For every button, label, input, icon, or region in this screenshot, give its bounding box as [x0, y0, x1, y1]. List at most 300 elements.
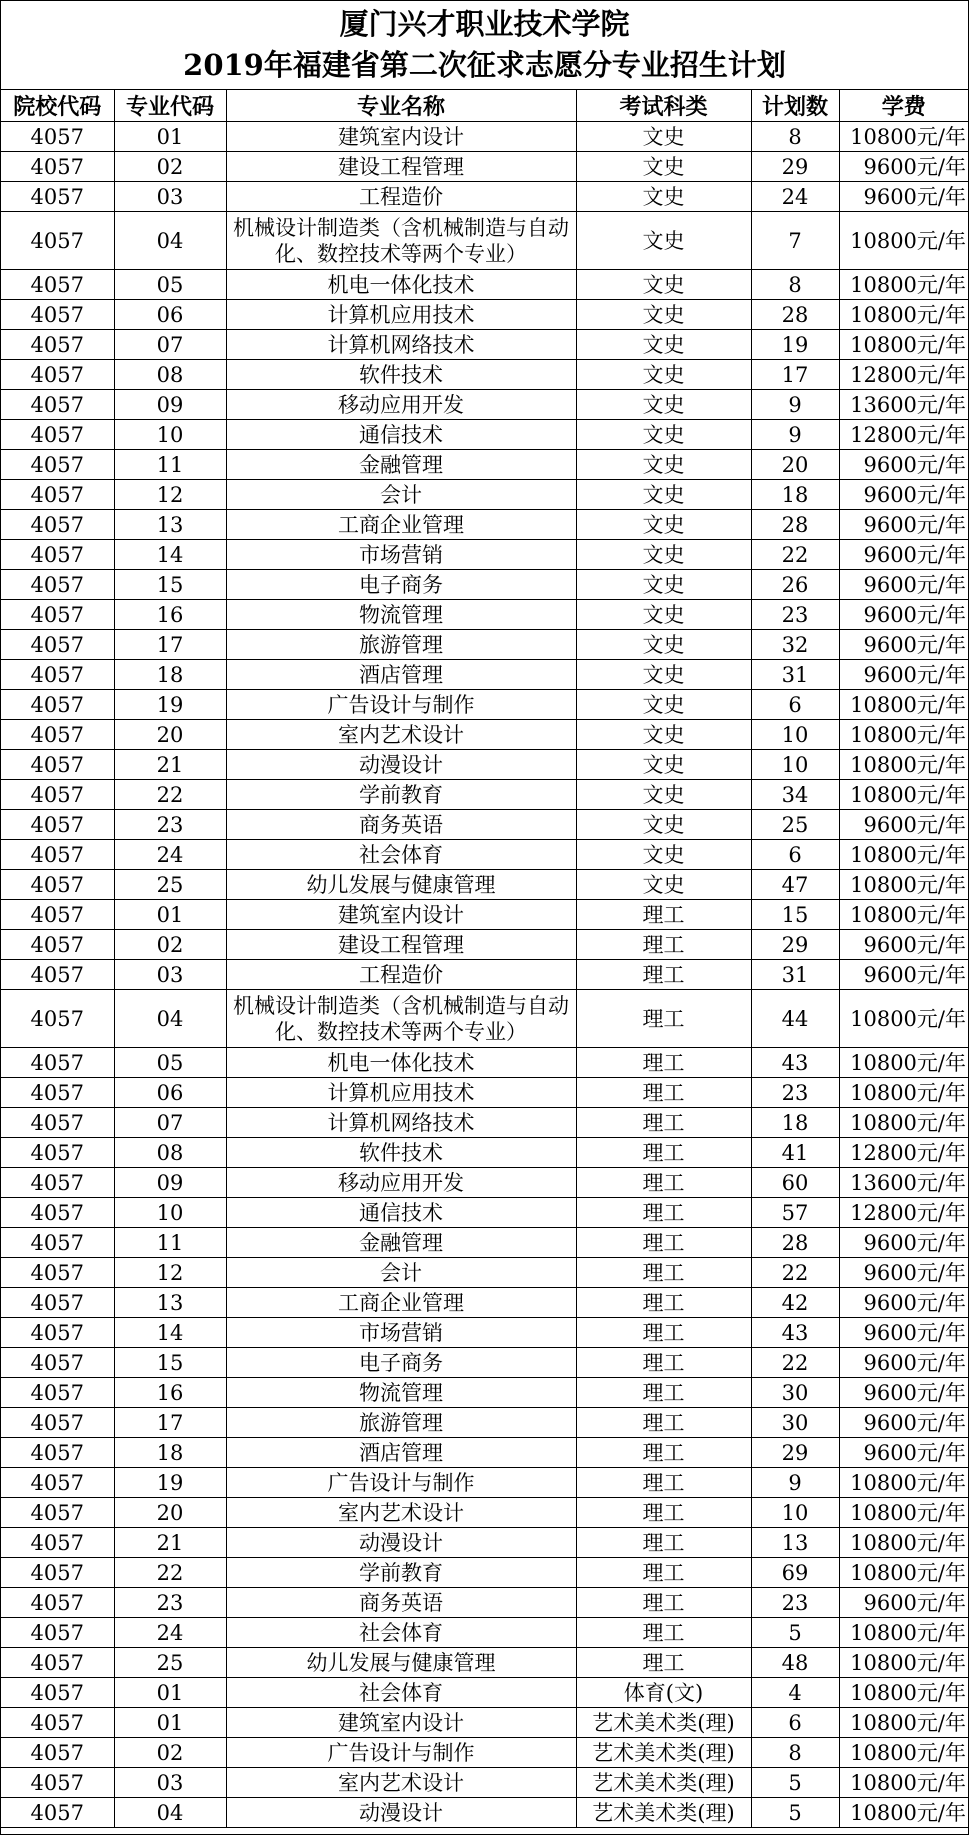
cell-school-code: 4057: [1, 152, 114, 182]
table-row: [1, 690, 968, 720]
cell-tuition: 9600元/年: [839, 1588, 968, 1618]
table-row: [1, 1468, 968, 1498]
cell-plan-count: 22: [751, 540, 839, 570]
table-row: [1, 600, 968, 630]
cell-plan-count: 8: [751, 270, 839, 300]
cell-school-code: 4057: [1, 270, 114, 300]
cell-exam-category: 理工: [576, 1648, 751, 1678]
cell-major-name: 移动应用开发: [226, 1168, 576, 1198]
cell-major-code: 25: [114, 870, 226, 900]
cell-school-code: 4057: [1, 1078, 114, 1108]
header-tuition: 学费: [839, 90, 968, 122]
cell-plan-count: 30: [751, 1378, 839, 1408]
cell-major-name: 工程造价: [226, 960, 576, 990]
cell-school-code: 4057: [1, 1348, 114, 1378]
cell-plan-count: 31: [751, 960, 839, 990]
cell-tuition: 9600元/年: [839, 182, 968, 212]
cell-exam-category: 理工: [576, 900, 751, 930]
cell-major-name: 通信技术: [226, 1198, 576, 1228]
cell-school-code: 4057: [1, 390, 114, 420]
cell-major-name: 室内艺术设计: [226, 1768, 576, 1798]
cell-exam-category: 理工: [576, 1378, 751, 1408]
cell-exam-category: 体育(文): [576, 1678, 751, 1708]
cell-major-name: 物流管理: [226, 1378, 576, 1408]
cell-major-code: 19: [114, 1468, 226, 1498]
cell-school-code: 4057: [1, 900, 114, 930]
cell-exam-category: 文史: [576, 870, 751, 900]
table-row: [1, 930, 968, 960]
cell-tuition: 10800元/年: [839, 990, 968, 1048]
cell-plan-count: 5: [751, 1618, 839, 1648]
cell-major-name: 工商企业管理: [226, 510, 576, 540]
cell-exam-category: 文史: [576, 360, 751, 390]
cell-tuition: 9600元/年: [839, 960, 968, 990]
cell-school-code: 4057: [1, 1618, 114, 1648]
cell-school-code: 4057: [1, 810, 114, 840]
table-row: [1, 1048, 968, 1078]
cell-school-code: 4057: [1, 1408, 114, 1438]
cell-major-name: 建设工程管理: [226, 930, 576, 960]
cell-plan-count: 34: [751, 780, 839, 810]
cell-exam-category: 文史: [576, 780, 751, 810]
cell-school-code: 4057: [1, 960, 114, 990]
cell-major-name: 会计: [226, 480, 576, 510]
cell-exam-category: 理工: [576, 1258, 751, 1288]
cell-exam-category: 文史: [576, 840, 751, 870]
cell-plan-count: 9: [751, 390, 839, 420]
table-row: [1, 1408, 968, 1438]
cell-major-name: 工程造价: [226, 182, 576, 212]
cell-major-code: 02: [114, 152, 226, 182]
cell-plan-count: 19: [751, 330, 839, 360]
cell-plan-count: 4: [751, 1678, 839, 1708]
cell-tuition: 10800元/年: [839, 1648, 968, 1678]
cell-tuition: 10800元/年: [839, 900, 968, 930]
cell-plan-count: 23: [751, 1078, 839, 1108]
table-row: [1, 390, 968, 420]
cell-school-code: 4057: [1, 1438, 114, 1468]
cell-tuition: 10800元/年: [839, 270, 968, 300]
cell-major-code: 06: [114, 1078, 226, 1108]
cell-school-code: 4057: [1, 1768, 114, 1798]
cell-major-code: 13: [114, 510, 226, 540]
cell-school-code: 4057: [1, 1708, 114, 1738]
cell-exam-category: 艺术美术类(理): [576, 1738, 751, 1768]
cell-plan-count: 41: [751, 1138, 839, 1168]
cell-major-name: 机械设计制造类（含机械制造与自动化、数控技术等两个专业）: [226, 990, 576, 1048]
cell-school-code: 4057: [1, 1468, 114, 1498]
cell-exam-category: 文史: [576, 390, 751, 420]
table-row: [1, 1558, 968, 1588]
cell-major-name: 建筑室内设计: [226, 122, 576, 152]
cell-major-name: 动漫设计: [226, 1528, 576, 1558]
cell-exam-category: 文史: [576, 690, 751, 720]
cell-school-code: 4057: [1, 570, 114, 600]
table-row: [1, 1798, 968, 1828]
cell-major-name: 商务英语: [226, 810, 576, 840]
cell-school-code: 4057: [1, 182, 114, 212]
cell-major-code: 10: [114, 1198, 226, 1228]
cell-tuition: 9600元/年: [839, 450, 968, 480]
cell-tuition: 10800元/年: [839, 1708, 968, 1738]
table-row: [1, 900, 968, 930]
cell-school-code: 4057: [1, 1318, 114, 1348]
cell-major-name: 工商企业管理: [226, 1288, 576, 1318]
cell-school-code: 4057: [1, 450, 114, 480]
cell-school-code: 4057: [1, 930, 114, 960]
cell-exam-category: 艺术美术类(理): [576, 1798, 751, 1828]
cell-school-code: 4057: [1, 1738, 114, 1768]
cell-major-name: 计算机网络技术: [226, 330, 576, 360]
cell-major-name: 金融管理: [226, 450, 576, 480]
cell-plan-count: 43: [751, 1318, 839, 1348]
cell-tuition: 10800元/年: [839, 1618, 968, 1648]
cell-tuition: 9600元/年: [839, 600, 968, 630]
cell-major-code: 19: [114, 690, 226, 720]
cell-school-code: 4057: [1, 1138, 114, 1168]
table-row: [1, 182, 968, 212]
cell-exam-category: 文史: [576, 182, 751, 212]
cell-major-code: 04: [114, 1798, 226, 1828]
cell-plan-count: 48: [751, 1648, 839, 1678]
cell-major-code: 22: [114, 1558, 226, 1588]
table-row: [1, 540, 968, 570]
cell-exam-category: 文史: [576, 450, 751, 480]
cell-tuition: 10800元/年: [839, 212, 968, 270]
cell-exam-category: 艺术美术类(理): [576, 1768, 751, 1798]
cell-major-name: 幼儿发展与健康管理: [226, 870, 576, 900]
cell-major-code: 12: [114, 480, 226, 510]
cell-major-code: 03: [114, 182, 226, 212]
cell-major-name: 电子商务: [226, 570, 576, 600]
cell-major-code: 21: [114, 1528, 226, 1558]
cell-major-code: 20: [114, 720, 226, 750]
cell-exam-category: 理工: [576, 960, 751, 990]
cell-plan-count: 15: [751, 900, 839, 930]
cell-major-name: 金融管理: [226, 1228, 576, 1258]
cell-major-name: 社会体育: [226, 840, 576, 870]
cell-major-code: 01: [114, 900, 226, 930]
cell-plan-count: 17: [751, 360, 839, 390]
header-plan-count: 计划数: [751, 90, 839, 122]
cell-plan-count: 7: [751, 212, 839, 270]
cell-exam-category: 文史: [576, 630, 751, 660]
table-row: [1, 1678, 968, 1708]
cell-major-name: 软件技术: [226, 360, 576, 390]
cell-exam-category: 理工: [576, 1588, 751, 1618]
cell-plan-count: 10: [751, 1498, 839, 1528]
cell-major-name: 广告设计与制作: [226, 690, 576, 720]
cell-school-code: 4057: [1, 1108, 114, 1138]
header-major-code: 专业代码: [114, 90, 226, 122]
cell-major-code: 12: [114, 1258, 226, 1288]
cell-tuition: 10800元/年: [839, 720, 968, 750]
cell-plan-count: 44: [751, 990, 839, 1048]
cell-plan-count: 10: [751, 750, 839, 780]
cell-major-name: 计算机应用技术: [226, 1078, 576, 1108]
table-row: [1, 1138, 968, 1168]
cell-tuition: 9600元/年: [839, 152, 968, 182]
cell-major-code: 15: [114, 570, 226, 600]
cell-tuition: 9600元/年: [839, 570, 968, 600]
cell-plan-count: 24: [751, 182, 839, 212]
cell-exam-category: 文史: [576, 720, 751, 750]
cell-major-code: 08: [114, 360, 226, 390]
table-row: [1, 780, 968, 810]
cell-major-name: 社会体育: [226, 1678, 576, 1708]
cell-major-code: 25: [114, 1648, 226, 1678]
header-exam-category: 考试科类: [576, 90, 751, 122]
cell-major-code: 23: [114, 810, 226, 840]
cell-school-code: 4057: [1, 840, 114, 870]
cell-tuition: 10800元/年: [839, 690, 968, 720]
cell-school-code: 4057: [1, 1168, 114, 1198]
cell-tuition: 10800元/年: [839, 780, 968, 810]
cell-school-code: 4057: [1, 780, 114, 810]
cell-exam-category: 文史: [576, 600, 751, 630]
cell-plan-count: 60: [751, 1168, 839, 1198]
cell-major-code: 21: [114, 750, 226, 780]
cell-major-code: 18: [114, 660, 226, 690]
cell-plan-count: 42: [751, 1288, 839, 1318]
cell-major-name: 广告设计与制作: [226, 1468, 576, 1498]
cell-major-name: 会计: [226, 1258, 576, 1288]
cell-major-code: 11: [114, 1228, 226, 1258]
table-row: [1, 1528, 968, 1558]
cell-plan-count: 69: [751, 1558, 839, 1588]
cell-school-code: 4057: [1, 122, 114, 152]
cell-plan-count: 22: [751, 1258, 839, 1288]
table-row: [1, 450, 968, 480]
cell-exam-category: 理工: [576, 1228, 751, 1258]
table-row: [1, 840, 968, 870]
cell-major-name: 动漫设计: [226, 750, 576, 780]
cell-school-code: 4057: [1, 480, 114, 510]
cell-plan-count: 47: [751, 870, 839, 900]
cell-plan-count: 5: [751, 1768, 839, 1798]
cell-tuition: 10800元/年: [839, 1468, 968, 1498]
cell-school-code: 4057: [1, 1198, 114, 1228]
cell-tuition: 10800元/年: [839, 840, 968, 870]
cell-school-code: 4057: [1, 690, 114, 720]
cell-plan-count: 13: [751, 1528, 839, 1558]
cell-tuition: 10800元/年: [839, 1048, 968, 1078]
cell-major-code: 23: [114, 1588, 226, 1618]
cell-plan-count: 5: [751, 1798, 839, 1828]
table-row: [1, 1438, 968, 1468]
cell-exam-category: 文史: [576, 420, 751, 450]
cell-school-code: 4057: [1, 300, 114, 330]
cell-tuition: 9600元/年: [839, 1318, 968, 1348]
cell-tuition: 9600元/年: [839, 1288, 968, 1318]
cell-school-code: 4057: [1, 1528, 114, 1558]
table-row: [1, 1498, 968, 1528]
cell-exam-category: 文史: [576, 660, 751, 690]
cell-major-code: 09: [114, 390, 226, 420]
cell-major-code: 05: [114, 1048, 226, 1078]
cell-major-name: 旅游管理: [226, 630, 576, 660]
table-row: [1, 660, 968, 690]
cell-major-code: 24: [114, 1618, 226, 1648]
cell-major-name: 通信技术: [226, 420, 576, 450]
table-row: [1, 330, 968, 360]
table-row: [1, 1108, 968, 1138]
cell-tuition: 10800元/年: [839, 122, 968, 152]
cell-school-code: 4057: [1, 360, 114, 390]
cell-major-name: 动漫设计: [226, 1798, 576, 1828]
table-row: [1, 1648, 968, 1678]
table-row: [1, 1078, 968, 1108]
page-title: 厦门兴才职业技术学院: [339, 7, 630, 41]
cell-exam-category: 理工: [576, 1348, 751, 1378]
cell-school-code: 4057: [1, 660, 114, 690]
cell-major-code: 13: [114, 1288, 226, 1318]
cell-major-code: 01: [114, 122, 226, 152]
cell-tuition: 10800元/年: [839, 1558, 968, 1588]
cell-plan-count: 23: [751, 600, 839, 630]
cell-major-name: 市场营销: [226, 540, 576, 570]
cell-major-name: 建筑室内设计: [226, 900, 576, 930]
cell-exam-category: 理工: [576, 1318, 751, 1348]
table-row: [1, 510, 968, 540]
cell-major-code: 14: [114, 1318, 226, 1348]
table-row: [1, 1378, 968, 1408]
table-row: [1, 810, 968, 840]
cell-major-name: 室内艺术设计: [226, 1498, 576, 1528]
cell-tuition: 10800元/年: [839, 750, 968, 780]
cell-exam-category: 文史: [576, 510, 751, 540]
cell-exam-category: 理工: [576, 1558, 751, 1588]
cell-school-code: 4057: [1, 1498, 114, 1528]
table-body: [1, 122, 968, 1828]
cell-plan-count: 6: [751, 1708, 839, 1738]
cell-exam-category: 文史: [576, 480, 751, 510]
table-row: [1, 1198, 968, 1228]
cell-exam-category: 理工: [576, 1048, 751, 1078]
cell-major-code: 18: [114, 1438, 226, 1468]
cell-tuition: 9600元/年: [839, 1258, 968, 1288]
cell-school-code: 4057: [1, 1798, 114, 1828]
cell-school-code: 4057: [1, 1678, 114, 1708]
cell-plan-count: 9: [751, 1468, 839, 1498]
cell-exam-category: 理工: [576, 930, 751, 960]
cell-major-name: 社会体育: [226, 1618, 576, 1648]
cell-major-name: 学前教育: [226, 780, 576, 810]
cell-exam-category: 理工: [576, 1138, 751, 1168]
cell-plan-count: 6: [751, 840, 839, 870]
cell-major-code: 14: [114, 540, 226, 570]
cell-plan-count: 23: [751, 1588, 839, 1618]
cell-major-code: 16: [114, 1378, 226, 1408]
table-row: [1, 1618, 968, 1648]
cell-major-code: 09: [114, 1168, 226, 1198]
cell-plan-count: 6: [751, 690, 839, 720]
cell-major-code: 17: [114, 1408, 226, 1438]
cell-major-name: 电子商务: [226, 1348, 576, 1378]
cell-plan-count: 29: [751, 1438, 839, 1468]
cell-tuition: 12800元/年: [839, 1198, 968, 1228]
cell-plan-count: 18: [751, 480, 839, 510]
table-row: [1, 1588, 968, 1618]
cell-school-code: 4057: [1, 1588, 114, 1618]
cell-major-code: 22: [114, 780, 226, 810]
cell-major-name: 学前教育: [226, 1558, 576, 1588]
cell-major-code: 01: [114, 1708, 226, 1738]
cell-exam-category: 文史: [576, 152, 751, 182]
table-row: [1, 1318, 968, 1348]
table-row: [1, 870, 968, 900]
cell-school-code: 4057: [1, 720, 114, 750]
cell-exam-category: 理工: [576, 1108, 751, 1138]
cell-plan-count: 31: [751, 660, 839, 690]
cell-tuition: 9600元/年: [839, 810, 968, 840]
table-row: [1, 212, 968, 270]
table-row: [1, 152, 968, 182]
cell-major-name: 计算机应用技术: [226, 300, 576, 330]
cell-school-code: 4057: [1, 1288, 114, 1318]
cell-school-code: 4057: [1, 600, 114, 630]
cell-tuition: 9600元/年: [839, 1408, 968, 1438]
cell-plan-count: 10: [751, 720, 839, 750]
cell-major-code: 02: [114, 1738, 226, 1768]
table-row: [1, 1288, 968, 1318]
cell-school-code: 4057: [1, 1258, 114, 1288]
cell-major-code: 11: [114, 450, 226, 480]
cell-tuition: 10800元/年: [839, 1078, 968, 1108]
cell-school-code: 4057: [1, 1558, 114, 1588]
table-row: [1, 122, 968, 152]
cell-major-name: 商务英语: [226, 1588, 576, 1618]
cell-tuition: 10800元/年: [839, 300, 968, 330]
cell-major-name: 建筑室内设计: [226, 1708, 576, 1738]
cell-major-name: 幼儿发展与健康管理: [226, 1648, 576, 1678]
cell-tuition: 12800元/年: [839, 420, 968, 450]
cell-tuition: 10800元/年: [839, 1528, 968, 1558]
cell-exam-category: 文史: [576, 570, 751, 600]
cell-tuition: 10800元/年: [839, 1498, 968, 1528]
cell-major-code: 07: [114, 330, 226, 360]
cell-tuition: 12800元/年: [839, 1138, 968, 1168]
cell-plan-count: 57: [751, 1198, 839, 1228]
cell-major-code: 15: [114, 1348, 226, 1378]
cell-tuition: 10800元/年: [839, 1768, 968, 1798]
cell-tuition: 10800元/年: [839, 330, 968, 360]
cell-major-code: 24: [114, 840, 226, 870]
cell-plan-count: 32: [751, 630, 839, 660]
table-row: [1, 1708, 968, 1738]
table-row: [1, 1168, 968, 1198]
cell-major-code: 03: [114, 1768, 226, 1798]
cell-exam-category: 理工: [576, 990, 751, 1048]
cell-major-code: 04: [114, 990, 226, 1048]
table-row: [1, 480, 968, 510]
cell-tuition: 10800元/年: [839, 1798, 968, 1828]
table-row: [1, 750, 968, 780]
cell-major-name: 酒店管理: [226, 660, 576, 690]
cell-tuition: 12800元/年: [839, 360, 968, 390]
cell-tuition: 9600元/年: [839, 630, 968, 660]
cell-tuition: 9600元/年: [839, 510, 968, 540]
cell-school-code: 4057: [1, 510, 114, 540]
cell-major-code: 16: [114, 600, 226, 630]
cell-major-code: 03: [114, 960, 226, 990]
cell-major-name: 市场营销: [226, 1318, 576, 1348]
table-row: [1, 990, 968, 1048]
enrollment-table: [1, 90, 968, 1828]
cell-school-code: 4057: [1, 540, 114, 570]
header-major-name: 专业名称: [226, 90, 576, 122]
cell-plan-count: 8: [751, 122, 839, 152]
